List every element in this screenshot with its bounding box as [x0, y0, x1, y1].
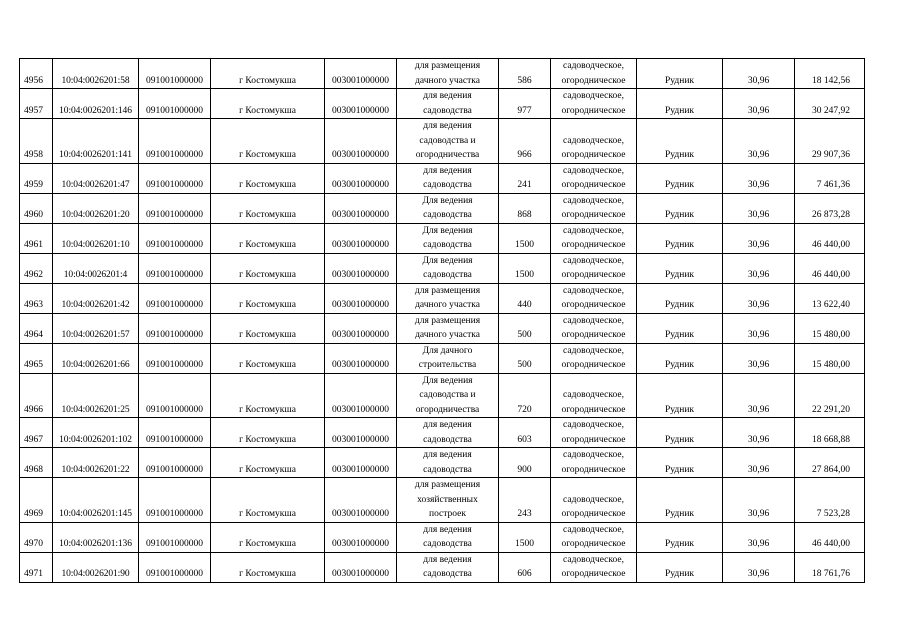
permitted-use-line: садоводства: [423, 210, 472, 220]
permitted-use-line: Для дачного: [422, 345, 473, 356]
use-category: [551, 59, 637, 89]
cadastral-number: 10:04:0026201:102: [53, 418, 139, 448]
use-category-line: огородническое: [561, 509, 626, 519]
permitted-use: [397, 163, 499, 193]
use-category-line: огородническое: [561, 300, 626, 310]
city-name: г Костомукша: [211, 193, 325, 223]
permitted-use-line: Для ведения: [422, 195, 473, 206]
cadastral-value: 26 873,28: [795, 193, 865, 223]
use-category-line: садоводческое,: [563, 450, 624, 460]
territory-code: 003001000000: [325, 163, 397, 193]
permitted-use: [397, 448, 499, 478]
use-category-line: огородническое: [561, 539, 626, 549]
specific-value: 30,96: [723, 343, 795, 373]
table-row: [20, 418, 865, 448]
row-number: 4962: [20, 253, 53, 283]
row-number: 4967: [20, 418, 53, 448]
permitted-use-line: огородничества: [415, 150, 480, 160]
use-category-line: огородническое: [561, 434, 626, 445]
oktmo-code: 091001000000: [139, 313, 211, 343]
cadastral-number: 10:04:0026201:90: [53, 552, 139, 582]
oktmo-code: 091001000000: [139, 89, 211, 119]
permitted-use-line: садоводства и: [419, 390, 476, 400]
zone-name: Рудник: [637, 59, 723, 89]
permitted-use-line: Для ведения: [422, 225, 473, 236]
use-category-line: садоводческое,: [563, 345, 624, 356]
permitted-use-line: хозяйственных: [417, 494, 478, 505]
permitted-use: [397, 119, 499, 164]
specific-value: 30,96: [723, 373, 795, 418]
zone-name: Рудник: [637, 373, 723, 418]
cadastral-number: 10:04:0026201:4: [53, 253, 139, 283]
permitted-use-line: садоводства: [423, 539, 472, 549]
permitted-use: [397, 313, 499, 343]
cadastral-number: 10:04:0026201:66: [53, 343, 139, 373]
permitted-use-line: для ведения: [423, 91, 472, 101]
oktmo-code: 091001000000: [139, 418, 211, 448]
use-category-line: садоводческое,: [563, 165, 624, 176]
row-number: 4960: [20, 193, 53, 223]
cadastral-value: 46 440,00: [795, 253, 865, 283]
row-number: 4969: [20, 478, 53, 523]
use-category-line: огородническое: [561, 464, 626, 475]
cadastral-value: 22 291,20: [795, 373, 865, 418]
territory-code: 003001000000: [325, 193, 397, 223]
zone-name: Рудник: [637, 448, 723, 478]
use-category: [551, 552, 637, 582]
use-category-line: огородническое: [561, 75, 626, 86]
specific-value: 30,96: [723, 193, 795, 223]
use-category: [551, 119, 637, 164]
row-number: 4965: [20, 343, 53, 373]
use-category-line: садоводческое,: [563, 285, 624, 296]
permitted-use: [397, 478, 499, 523]
cadastral-number: 10:04:0026201:42: [53, 283, 139, 313]
use-category-line: садоводческое,: [563, 255, 624, 266]
permitted-use-line: построек: [428, 509, 466, 519]
permitted-use: [397, 253, 499, 283]
use-category: [551, 373, 637, 418]
table-row: [20, 163, 865, 193]
territory-code: 003001000000: [325, 119, 397, 164]
permitted-use-line: для ведения: [423, 121, 472, 131]
cadastral-number: 10:04:0026201:25: [53, 373, 139, 418]
plot-area: 900: [499, 448, 551, 478]
use-category: [551, 163, 637, 193]
territory-code: 003001000000: [325, 448, 397, 478]
permitted-use-line: для размещения: [414, 285, 481, 296]
city-name: г Костомукша: [211, 552, 325, 582]
row-number: 4966: [20, 373, 53, 418]
permitted-use-line: для размещения: [414, 315, 481, 326]
specific-value: 30,96: [723, 89, 795, 119]
specific-value: 30,96: [723, 59, 795, 89]
use-category-line: садоводческое,: [563, 420, 624, 430]
permitted-use-line: для ведения: [423, 165, 472, 176]
cadastral-number: 10:04:0026201:10: [53, 223, 139, 253]
use-category: [551, 448, 637, 478]
territory-code: 003001000000: [325, 253, 397, 283]
cadastral-value: 15 480,00: [795, 313, 865, 343]
table-row: [20, 478, 865, 523]
specific-value: 30,96: [723, 223, 795, 253]
specific-value: 30,96: [723, 253, 795, 283]
cadastral-value: 15 480,00: [795, 343, 865, 373]
specific-value: 30,96: [723, 522, 795, 552]
row-number: 4971: [20, 552, 53, 582]
plot-area: 966: [499, 119, 551, 164]
zone-name: Рудник: [637, 89, 723, 119]
use-category-line: садоводческое,: [563, 91, 624, 101]
permitted-use: [397, 552, 499, 582]
territory-code: 003001000000: [325, 283, 397, 313]
use-category-line: садоводческое,: [563, 61, 624, 71]
permitted-use: [397, 193, 499, 223]
zone-name: Рудник: [637, 119, 723, 164]
permitted-use-line: Для ведения: [422, 375, 473, 386]
oktmo-code: 091001000000: [139, 522, 211, 552]
city-name: г Костомукша: [211, 59, 325, 89]
oktmo-code: 091001000000: [139, 119, 211, 164]
oktmo-code: 091001000000: [139, 478, 211, 523]
city-name: г Костомукша: [211, 223, 325, 253]
plot-area: 500: [499, 343, 551, 373]
table-row: [20, 283, 865, 313]
plot-area: 603: [499, 418, 551, 448]
plot-area: 1500: [499, 223, 551, 253]
plot-area: 586: [499, 59, 551, 89]
use-category: [551, 478, 637, 523]
use-category-line: садоводческое,: [563, 135, 624, 146]
table-row: [20, 343, 865, 373]
permitted-use-line: садоводства: [423, 240, 472, 250]
table-row: [20, 193, 865, 223]
oktmo-code: 091001000000: [139, 163, 211, 193]
cadastral-value: 30 247,92: [795, 89, 865, 119]
row-number: 4956: [20, 59, 53, 89]
specific-value: 30,96: [723, 283, 795, 313]
oktmo-code: 091001000000: [139, 253, 211, 283]
use-category-line: садоводческое,: [563, 225, 624, 236]
table-row: [20, 448, 865, 478]
use-category-line: садоводческое,: [563, 315, 624, 326]
city-name: г Костомукша: [211, 253, 325, 283]
plot-area: 720: [499, 373, 551, 418]
table-row: [20, 313, 865, 343]
cadastral-value: 7 461,36: [795, 163, 865, 193]
cadastral-number: 10:04:0026201:146: [53, 89, 139, 119]
cadastral-number: 10:04:0026201:47: [53, 163, 139, 193]
territory-code: 003001000000: [325, 343, 397, 373]
cadastral-value: 46 440,00: [795, 522, 865, 552]
zone-name: Рудник: [637, 343, 723, 373]
cadastral-number: 10:04:0026201:20: [53, 193, 139, 223]
territory-code: 003001000000: [325, 522, 397, 552]
cadastral-value: 18 761,76: [795, 552, 865, 582]
territory-code: 003001000000: [325, 373, 397, 418]
use-category-line: огородническое: [561, 360, 626, 370]
city-name: г Костомукша: [211, 418, 325, 448]
cadastral-number: 10:04:0026201:58: [53, 59, 139, 89]
table-row: [20, 253, 865, 283]
oktmo-code: 091001000000: [139, 193, 211, 223]
permitted-use-line: садоводства: [423, 569, 472, 579]
use-category-line: садоводческое,: [563, 524, 624, 535]
row-number: 4963: [20, 283, 53, 313]
zone-name: Рудник: [637, 253, 723, 283]
cadastral-value: 7 523,28: [795, 478, 865, 523]
zone-name: Рудник: [637, 223, 723, 253]
permitted-use-line: Для ведения: [422, 255, 473, 266]
use-category-line: огородническое: [561, 105, 626, 116]
oktmo-code: 091001000000: [139, 552, 211, 582]
city-name: г Костомукша: [211, 313, 325, 343]
permitted-use-line: садоводства и: [419, 135, 476, 146]
permitted-use-line: для ведения: [423, 450, 472, 460]
permitted-use: [397, 59, 499, 89]
use-category: [551, 283, 637, 313]
table-row: [20, 119, 865, 164]
city-name: г Костомукша: [211, 89, 325, 119]
cadastral-value: 27 864,00: [795, 448, 865, 478]
specific-value: 30,96: [723, 448, 795, 478]
permitted-use-line: садоводства: [423, 180, 472, 190]
zone-name: Рудник: [637, 552, 723, 582]
row-number: 4961: [20, 223, 53, 253]
city-name: г Костомукша: [211, 119, 325, 164]
row-number: 4957: [20, 89, 53, 119]
permitted-use: [397, 522, 499, 552]
table-body: [20, 59, 865, 583]
permitted-use-line: для ведения: [423, 420, 472, 430]
permitted-use-line: садоводства: [423, 270, 472, 280]
territory-code: 003001000000: [325, 552, 397, 582]
permitted-use-line: для ведения: [423, 554, 472, 565]
permitted-use-line: огородничества: [415, 404, 480, 415]
specific-value: 30,96: [723, 163, 795, 193]
permitted-use: [397, 373, 499, 418]
specific-value: 30,96: [723, 119, 795, 164]
territory-code: 003001000000: [325, 313, 397, 343]
row-number: 4970: [20, 522, 53, 552]
permitted-use-line: дачного участка: [415, 330, 480, 340]
city-name: г Костомукша: [211, 163, 325, 193]
zone-name: Рудник: [637, 522, 723, 552]
use-category-line: огородническое: [561, 180, 626, 190]
plot-area: 606: [499, 552, 551, 582]
use-category: [551, 313, 637, 343]
plot-area: 440: [499, 283, 551, 313]
territory-code: 003001000000: [325, 478, 397, 523]
cadastral-number: 10:04:0026201:141: [53, 119, 139, 164]
zone-name: Рудник: [637, 193, 723, 223]
use-category: [551, 193, 637, 223]
oktmo-code: 091001000000: [139, 448, 211, 478]
plot-area: 500: [499, 313, 551, 343]
permitted-use: [397, 223, 499, 253]
use-category: [551, 253, 637, 283]
permitted-use-line: дачного участка: [415, 300, 480, 310]
use-category: [551, 343, 637, 373]
permitted-use-line: садоводства: [423, 105, 472, 116]
plot-area: 243: [499, 478, 551, 523]
cadastral-number: 10:04:0026201:57: [53, 313, 139, 343]
permitted-use: [397, 343, 499, 373]
use-category: [551, 223, 637, 253]
cadastral-value: 46 440,00: [795, 223, 865, 253]
territory-code: 003001000000: [325, 223, 397, 253]
permitted-use: [397, 418, 499, 448]
permitted-use-line: для размещения: [414, 61, 481, 71]
row-number: 4968: [20, 448, 53, 478]
permitted-use-line: садоводства: [423, 464, 472, 475]
use-category-line: садоводческое,: [563, 494, 624, 505]
table-row: [20, 223, 865, 253]
city-name: г Костомукша: [211, 343, 325, 373]
city-name: г Костомукша: [211, 373, 325, 418]
use-category-line: огородническое: [561, 569, 626, 579]
oktmo-code: 091001000000: [139, 59, 211, 89]
oktmo-code: 091001000000: [139, 283, 211, 313]
use-category: [551, 418, 637, 448]
row-number: 4964: [20, 313, 53, 343]
cadastral-value: 18 142,56: [795, 59, 865, 89]
city-name: г Костомукша: [211, 522, 325, 552]
use-category-line: садоводческое,: [563, 390, 624, 400]
cadastral-number: 10:04:0026201:145: [53, 478, 139, 523]
use-category: [551, 89, 637, 119]
plot-area: 1500: [499, 522, 551, 552]
specific-value: 30,96: [723, 418, 795, 448]
permitted-use-line: садоводства: [423, 434, 472, 445]
use-category-line: садоводческое,: [563, 554, 624, 565]
permitted-use: [397, 89, 499, 119]
permitted-use-line: для размещения: [414, 480, 481, 490]
specific-value: 30,96: [723, 478, 795, 523]
oktmo-code: 091001000000: [139, 373, 211, 418]
cadastral-value: 29 907,36: [795, 119, 865, 164]
zone-name: Рудник: [637, 283, 723, 313]
plot-area: 1500: [499, 253, 551, 283]
use-category-line: огородническое: [561, 270, 626, 280]
specific-value: 30,96: [723, 313, 795, 343]
cadastral-number: 10:04:0026201:136: [53, 522, 139, 552]
row-number: 4958: [20, 119, 53, 164]
city-name: г Костомукша: [211, 448, 325, 478]
permitted-use-line: строительства: [418, 360, 477, 370]
plot-area: 977: [499, 89, 551, 119]
use-category-line: огородническое: [561, 210, 626, 220]
city-name: г Костомукша: [211, 283, 325, 313]
zone-name: Рудник: [637, 163, 723, 193]
territory-code: 003001000000: [325, 418, 397, 448]
plot-area: 241: [499, 163, 551, 193]
oktmo-code: 091001000000: [139, 223, 211, 253]
use-category-line: огородническое: [561, 150, 626, 160]
city-name: г Костомукша: [211, 478, 325, 523]
permitted-use-line: дачного участка: [415, 75, 480, 86]
table-row: [20, 373, 865, 418]
cadastral-value: 13 622,40: [795, 283, 865, 313]
zone-name: Рудник: [637, 313, 723, 343]
cadastral-number: 10:04:0026201:22: [53, 448, 139, 478]
use-category-line: огородническое: [561, 240, 626, 250]
table-row: [20, 522, 865, 552]
oktmo-code: 091001000000: [139, 343, 211, 373]
permitted-use-line: для ведения: [423, 524, 472, 535]
zone-name: Рудник: [637, 478, 723, 523]
specific-value: 30,96: [723, 552, 795, 582]
table-row: [20, 59, 865, 89]
land-plots-table: [19, 58, 865, 583]
table-row: [20, 89, 865, 119]
plot-area: 868: [499, 193, 551, 223]
use-category-line: огородническое: [561, 404, 626, 415]
zone-name: Рудник: [637, 418, 723, 448]
permitted-use: [397, 283, 499, 313]
use-category-line: садоводческое,: [563, 195, 624, 206]
cadastral-value: 18 668,88: [795, 418, 865, 448]
use-category-line: огородническое: [561, 330, 626, 340]
table-row: [20, 552, 865, 582]
territory-code: 003001000000: [325, 89, 397, 119]
territory-code: 003001000000: [325, 59, 397, 89]
use-category: [551, 522, 637, 552]
row-number: 4959: [20, 163, 53, 193]
